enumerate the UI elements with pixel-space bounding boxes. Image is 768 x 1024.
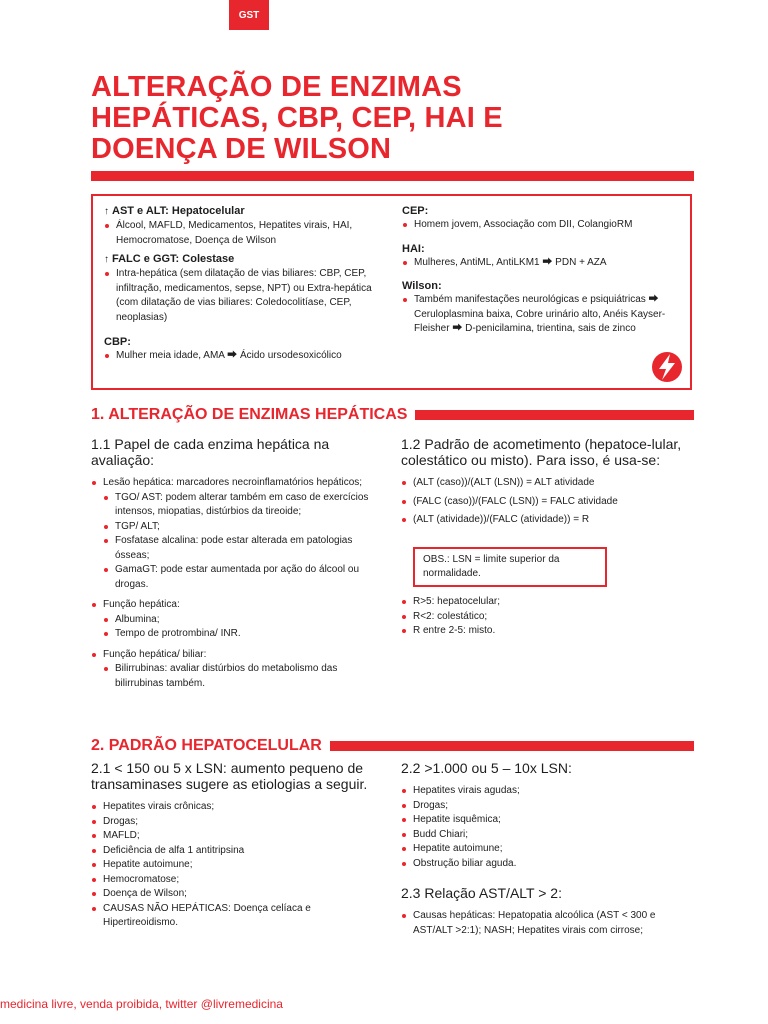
cep-heading: CEP: xyxy=(402,205,429,217)
up-arrow-icon: ↑ xyxy=(104,206,109,217)
list-item: Função hepática/ biliar: Bilirrubinas: avaliar distúrbios do metabolismo das bilirrubinas também. xyxy=(91,648,381,692)
section-2-2-heading: 2.2 >1.000 ou 5 – 10x LSN: xyxy=(401,760,572,776)
section-divider xyxy=(415,410,694,420)
list-item: TGO/ AST: podem alterar também em caso de exercícios intensos, miopatias, distúrbios da tireoide; xyxy=(103,491,381,520)
summary-right-column xyxy=(402,204,672,337)
ast-alt-heading: ↑ AST e ALT: Hepatocelular xyxy=(104,205,245,217)
sub-list xyxy=(103,662,381,691)
section-1-1-heading: 1.1 Papel de cada enzima hepática na avaliação: xyxy=(91,436,330,468)
list-item: Budd Chiari; xyxy=(401,828,691,843)
section-2-header xyxy=(91,737,694,755)
section-2-1-heading: 2.1 < 150 ou 5 x LSN: aumento pequeno de transaminases sugere as etiologias a seguir. xyxy=(91,760,368,792)
ratio-list xyxy=(401,595,691,639)
list-item: R entre 2-5: misto. xyxy=(401,624,691,639)
list-item: (ALT (caso))/(ALT (LSN)) = ALT atividade xyxy=(401,476,691,491)
section-2-title: 2. PADRÃO HEPATOCELULAR xyxy=(91,737,322,754)
list-item: Fosfatase alcalina: pode estar alterada em patologias ósseas; xyxy=(103,534,381,563)
list-item: Homem jovem, Associação com DII, ColangioRM xyxy=(402,218,672,233)
list-item: Tempo de protrombina/ INR. xyxy=(103,627,381,642)
title-line: HEPÁTICAS, CBP, CEP, HAI E xyxy=(91,102,503,134)
cep-list xyxy=(402,218,672,233)
cbp-heading: CBP: xyxy=(104,336,131,348)
ast-alt-list xyxy=(104,219,374,248)
falc-ggt-list xyxy=(104,267,374,325)
title-divider xyxy=(91,171,694,181)
list-item: (ALT (atividade))/(FALC (atividade)) = R xyxy=(401,513,691,528)
list-item: Drogas; xyxy=(401,799,691,814)
formula-list xyxy=(401,476,691,528)
enzyme-roles-list xyxy=(91,476,381,691)
list-item: Hemocromatose; xyxy=(91,873,381,888)
list-item: Drogas; xyxy=(91,815,381,830)
summary-box xyxy=(91,194,692,390)
sub-list xyxy=(103,613,381,642)
title-line: ALTERAÇÃO DE ENZIMAS xyxy=(91,71,462,103)
list-item: Hepatite autoimune; xyxy=(91,858,381,873)
wilson-list xyxy=(402,293,672,337)
summary-left-column xyxy=(104,204,374,364)
section-2-right xyxy=(401,760,691,938)
list-item: CAUSAS NÃO HEPÁTICAS: Doença celíaca e Hipertireoidismo. xyxy=(91,902,381,931)
category-tag: GST xyxy=(229,0,269,30)
section-1-2-heading: 1.2 Padrão de acometimento (hepatoce-lular, colestático ou misto). Para isso, é usa-se: xyxy=(401,436,682,468)
list-item: Lesão hepática: marcadores necroinflamatórios hepáticos; TGO/ AST: podem alterar também em caso de exercícios intensos, miopatias, distúrbios da tireoide; TGP/ ALT; Fosfatase alcalina: pode estar alterada em patologias ósseas; GamaGT: pode estar aumentada por ação do álcool ou drogas. xyxy=(91,476,381,592)
list-item: GamaGT: pode estar aumentada por ação do álcool ou drogas. xyxy=(103,563,381,592)
list-item: Também manifestações neurológicas e psiquiátricas ⮕ Ceruloplasmina baixa, Cobre urinário alto, Anéis Kayser-Fleisher ⮕ D-penicilamina, trientina, sais de zinco xyxy=(402,293,672,337)
list-item: Obstrução biliar aguda. xyxy=(401,857,691,872)
section-1-right xyxy=(401,436,691,528)
list-item: Hepatite isquêmica; xyxy=(401,813,691,828)
page-title xyxy=(91,72,691,165)
up-arrow-icon: ↑ xyxy=(104,254,109,265)
section-1-title: 1. ALTERAÇÃO DE ENZIMAS HEPÁTICAS xyxy=(91,406,408,423)
ast-alt-ratio-list xyxy=(401,909,691,938)
section-2-left xyxy=(91,760,381,931)
ratio-list-container xyxy=(401,595,691,639)
list-item: Albumina; xyxy=(103,613,381,628)
list-item: Deficiência de alfa 1 antitripsina xyxy=(91,844,381,859)
list-item: TGP/ ALT; xyxy=(103,520,381,535)
list-item: R>5: hepatocelular; xyxy=(401,595,691,610)
list-item: Intra-hepática (sem dilatação de vias biliares: CBP, CEP, infiltração, medicamentos, sepse, NPT) ou Extra-hepática (com dilatação de vias biliares: Coledocolitíase, CEP, neoplasias) xyxy=(104,267,374,325)
cbp-list xyxy=(104,349,374,364)
falc-ggt-heading: ↑ FALC e GGT: Colestase xyxy=(104,253,235,265)
obs-note-box: OBS.: LSN = limite superior da normalidade. xyxy=(413,547,607,587)
list-item: Mulheres, AntiML, AntiLKM1 ⮕ PDN + AZA xyxy=(402,256,672,271)
list-item: Função hepática: Albumina; Tempo de protrombina/ INR. xyxy=(91,598,381,642)
list-item: Álcool, MAFLD, Medicamentos, Hepatites virais, HAI, Hemocromatose, Doença de Wilson xyxy=(104,219,374,248)
hai-heading: HAI: xyxy=(402,242,425,255)
list-item: Bilirrubinas: avaliar distúrbios do metabolismo das bilirrubinas também. xyxy=(103,662,381,691)
list-item: Hepatite autoimune; xyxy=(401,842,691,857)
sub-list xyxy=(103,491,381,593)
list-item: MAFLD; xyxy=(91,829,381,844)
title-line: DOENÇA DE WILSON xyxy=(91,133,392,165)
high-elevation-list xyxy=(401,784,691,871)
list-item: Doença de Wilson; xyxy=(91,887,381,902)
list-item: Hepatites virais crônicas; xyxy=(91,800,381,815)
list-item: R<2: colestático; xyxy=(401,610,691,625)
footer-watermark: medicina livre, venda proibida, twitter @livremedicina xyxy=(0,997,283,1011)
list-item: Hepatites virais agudas; xyxy=(401,784,691,799)
list-item: Causas hepáticas: Hepatopatia alcoólica (AST < 300 e AST/ALT >2:1); NASH; Hepatites virais com cirrose; xyxy=(401,909,691,938)
section-2-3-heading: 2.3 Relação AST/ALT > 2: xyxy=(401,885,562,901)
list-item: Mulher meia idade, AMA ⮕ Ácido ursodesoxicólico xyxy=(104,349,374,364)
hai-list xyxy=(402,256,672,271)
mild-elevation-list xyxy=(91,800,381,931)
section-1-left xyxy=(91,436,381,691)
wilson-heading: Wilson: xyxy=(402,280,442,292)
list-item: (FALC (caso))/(FALC (LSN)) = FALC atividade xyxy=(401,495,691,510)
brand-logo-icon xyxy=(650,350,684,384)
section-divider xyxy=(330,741,694,751)
section-1-header xyxy=(91,406,694,424)
